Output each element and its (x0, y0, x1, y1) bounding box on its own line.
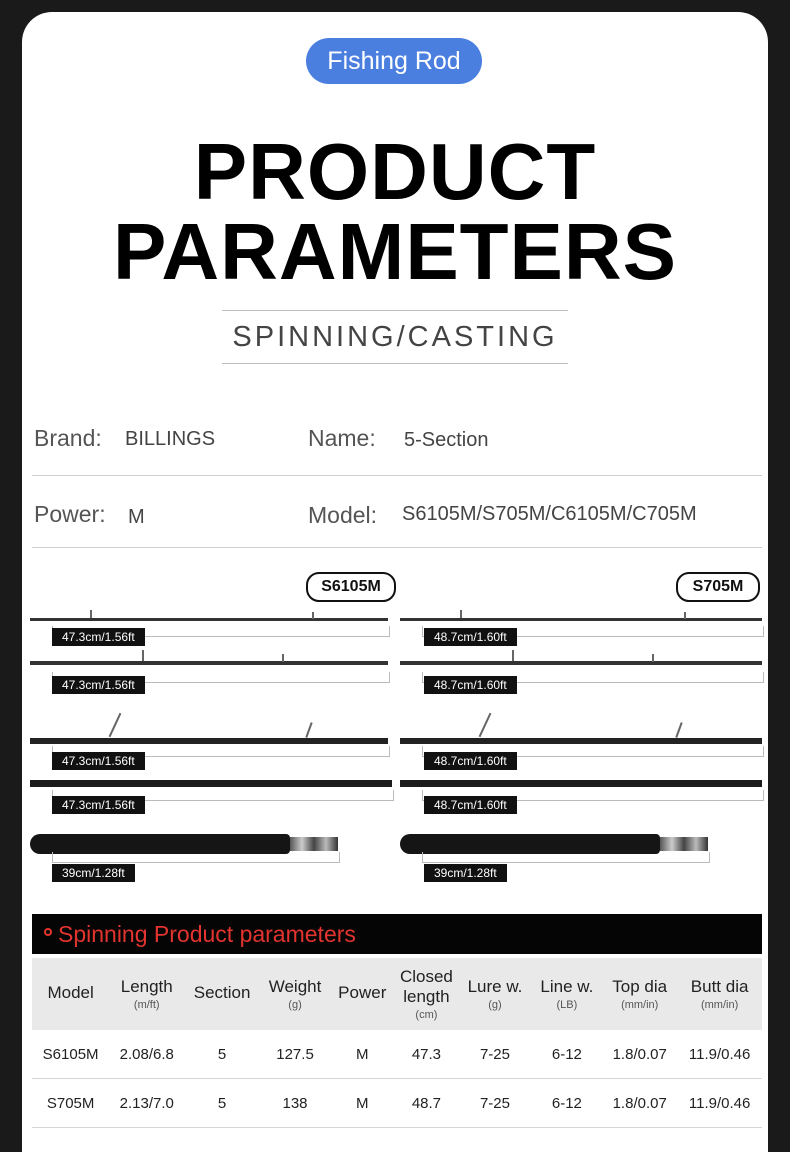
rod-section-4 (400, 780, 762, 787)
model-label: Model: (308, 502, 378, 528)
length-bracket (52, 852, 340, 863)
table-row (32, 1079, 762, 1128)
table-header-row (32, 958, 762, 1030)
rod-guide (684, 612, 686, 619)
table-cell: 47.3 (394, 1030, 458, 1079)
table-cell: 11.9/0.46 (677, 1030, 762, 1079)
rod-sections-diagram (22, 572, 768, 892)
table-cell: 6-12 (532, 1030, 603, 1079)
name-label: Name: (308, 425, 376, 451)
divider (32, 475, 762, 476)
table-cell: M (330, 1079, 394, 1128)
table-row (32, 1030, 762, 1079)
column-header: Section (193, 983, 251, 1002)
rod-guide (90, 610, 92, 618)
table-cell: 5 (184, 1079, 260, 1128)
rod-guide (305, 722, 312, 738)
reel-seat (660, 837, 708, 851)
table-cell: S705M (32, 1079, 109, 1128)
reel-seat (290, 837, 338, 851)
section-length-label: 47.3cm/1.56ft (52, 628, 145, 646)
column-header: Model (47, 983, 94, 1002)
rod-section-2 (400, 661, 762, 665)
table-cell: 6-12 (532, 1079, 603, 1128)
power-value: M (128, 506, 145, 528)
column-header: Line w. (LB) (540, 977, 594, 1011)
table-heading-bar (32, 914, 762, 954)
table-heading: Spinning Product parameters (58, 921, 356, 947)
length-bracket (422, 852, 710, 863)
table-cell: 138 (260, 1079, 330, 1128)
section-length-label: 47.3cm/1.56ft (52, 752, 145, 770)
rod-section-2 (30, 661, 388, 665)
table-cell: 127.5 (260, 1030, 330, 1079)
model-tag-right: S705M (676, 572, 760, 602)
rod-tip-section (400, 618, 762, 621)
brand-value: BILLINGS (125, 428, 216, 450)
rod-guide (675, 722, 682, 738)
table-cell: 1.8/0.07 (602, 1030, 677, 1079)
parameters-table (32, 958, 762, 1128)
section-length-label: 48.7cm/1.60ft (424, 752, 517, 770)
rod-guide (282, 654, 284, 662)
name-value: 5-Section (404, 429, 489, 451)
product-card (22, 12, 768, 1152)
section-length-label: 47.3cm/1.56ft (52, 796, 145, 814)
rod-guide (512, 650, 514, 661)
page-title-line1: PRODUCT (193, 127, 597, 216)
rod-guide (312, 612, 314, 619)
column-header: Closed length (cm) (399, 967, 453, 1021)
column-header: Power (338, 983, 387, 1002)
column-header: Lure w. (g) (467, 977, 523, 1011)
table-cell: 7-25 (458, 1030, 531, 1079)
page-subtitle: SPINNING/CASTING (222, 310, 568, 364)
table-cell: 1.8/0.07 (602, 1079, 677, 1128)
section-length-label: 48.7cm/1.60ft (424, 796, 517, 814)
rod-section-4 (30, 780, 392, 787)
rod-tip-section (30, 618, 388, 621)
table-cell: 48.7 (394, 1079, 458, 1128)
column-header: Length (m/ft) (120, 977, 173, 1011)
model-value: S6105M/S705M/C6105M/C705M (402, 503, 697, 525)
bullet-icon (44, 928, 52, 936)
table-cell: 5 (184, 1030, 260, 1079)
power-label: Power: (34, 501, 106, 527)
column-header: Top dia (mm/in) (612, 977, 668, 1011)
model-tag-left: S6105M (306, 572, 396, 602)
table-cell: 7-25 (458, 1079, 531, 1128)
category-badge: Fishing Rod (306, 38, 482, 84)
page-title-line2: PARAMETERS (112, 207, 678, 296)
rod-guide (109, 713, 122, 737)
table-cell: M (330, 1030, 394, 1079)
rod-guide (460, 610, 462, 618)
rod-section-3 (30, 738, 388, 744)
table-cell: 2.13/7.0 (109, 1079, 184, 1128)
column-header: Weight (g) (268, 977, 322, 1011)
rod-guide (652, 654, 654, 662)
section-length-label: 47.3cm/1.56ft (52, 676, 145, 694)
rod-section-3 (400, 738, 762, 744)
section-length-label: 39cm/1.28ft (52, 864, 135, 882)
rod-handle (400, 834, 660, 854)
section-length-label: 48.7cm/1.60ft (424, 628, 517, 646)
column-header: Butt dia (mm/in) (690, 977, 749, 1011)
section-length-label: 39cm/1.28ft (424, 864, 507, 882)
brand-label: Brand: (34, 425, 102, 451)
rod-guide (479, 713, 492, 737)
section-length-label: 48.7cm/1.60ft (424, 676, 517, 694)
divider (32, 547, 762, 548)
table-cell: 11.9/0.46 (677, 1079, 762, 1128)
rod-guide (142, 650, 144, 661)
table-cell: 2.08/6.8 (109, 1030, 184, 1079)
rod-handle (30, 834, 290, 854)
table-cell: S6105M (32, 1030, 109, 1079)
